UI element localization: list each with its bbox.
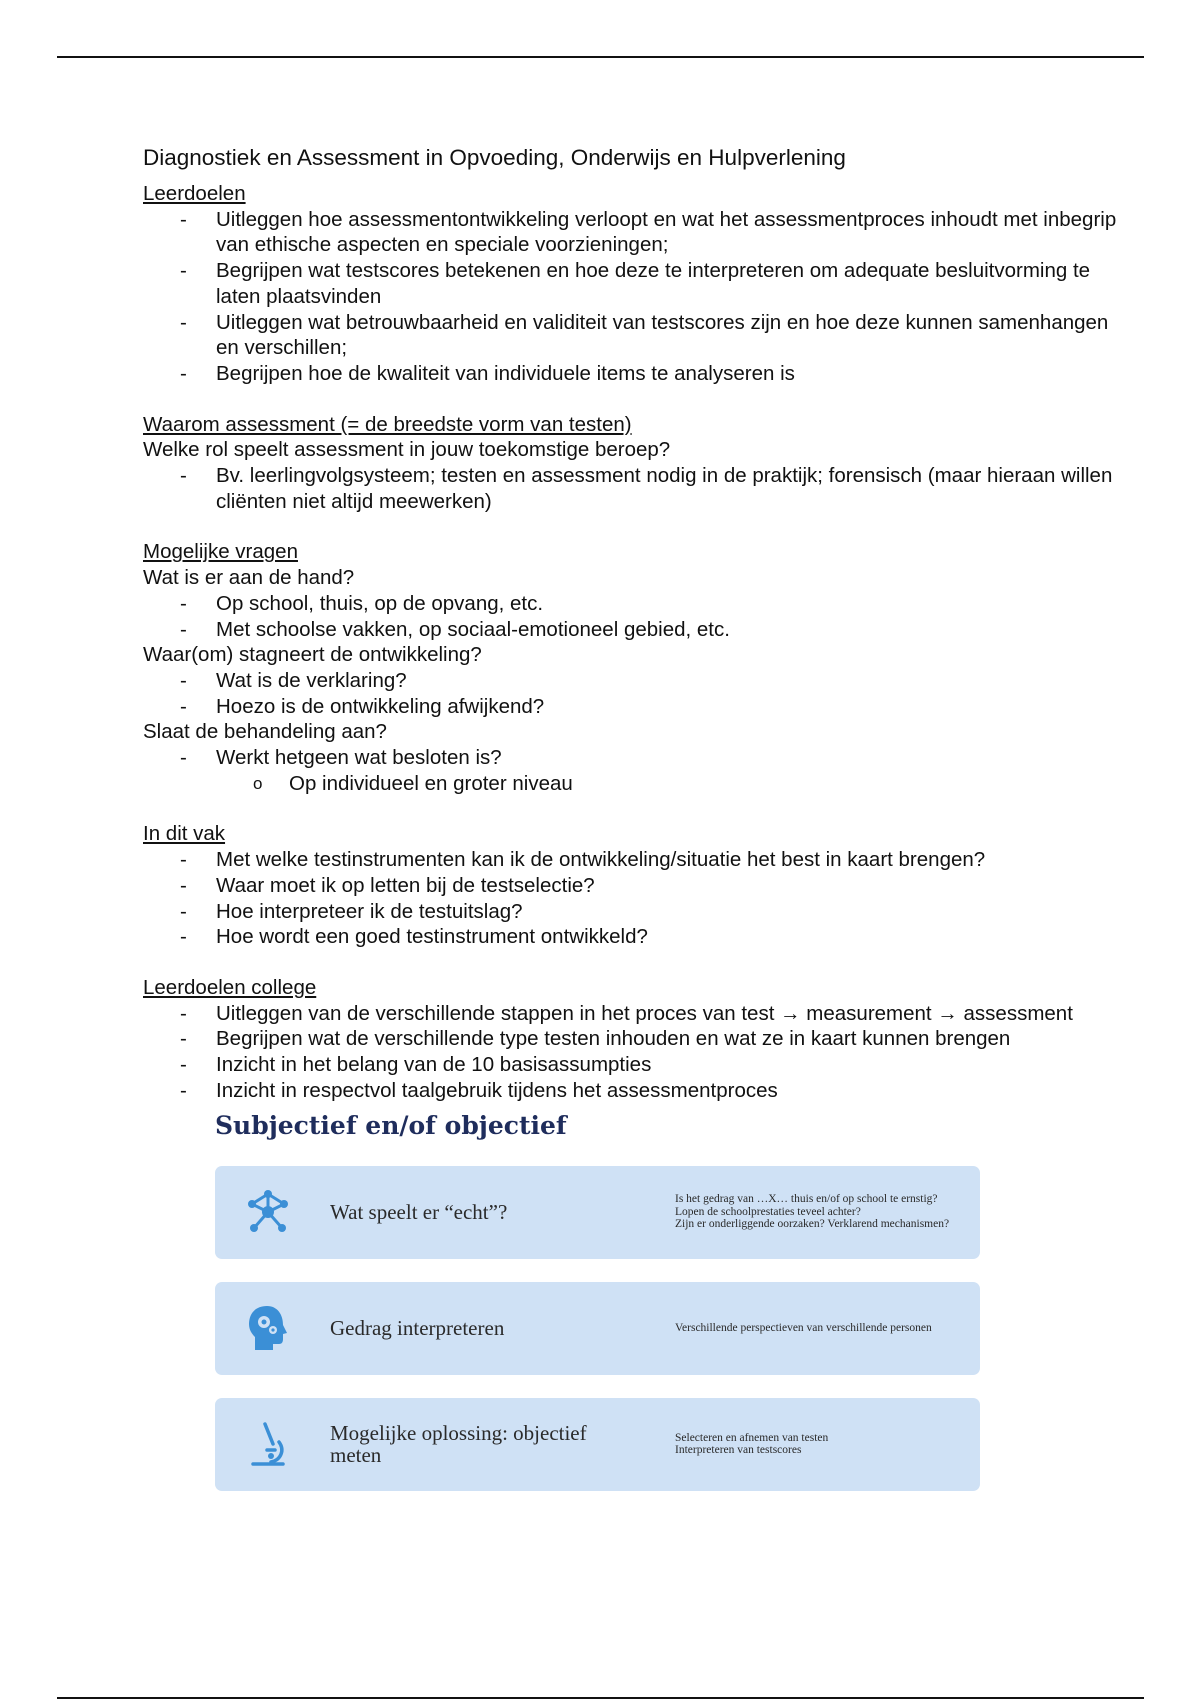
list-item: - Hoe interpreteer ik de testuitslag? — [216, 899, 1133, 925]
question-1: Wat is er aan de hand? — [143, 566, 355, 590]
slide-card — [215, 1166, 980, 1259]
description-line: Interpreteren van testscores — [675, 1444, 802, 1456]
slide-image — [215, 1108, 985, 1503]
slide-card-description — [675, 1398, 975, 1491]
list-item-text: Werkt hetgeen wat besloten is? — [216, 746, 502, 770]
college-list — [143, 1001, 1133, 1104]
heading-waarom: Waarom assessment (= de breedste vorm van testen) — [143, 412, 632, 436]
description-line: Selecteren en afnemen van testen — [675, 1431, 829, 1444]
list-item: - Bv. leerlingvolgsysteem; testen en assessment nodig in de praktijk; forensisch (maar hieraan willen cliënten niet altijd meewerken) — [216, 463, 1133, 514]
question-3-list — [143, 745, 1133, 796]
waarom-question: Welke rol speelt assessment in jouw toekomstige beroep? — [143, 438, 671, 462]
question-2: Waar(om) stagneert de ontwikkeling? — [143, 643, 482, 667]
list-item: - Uitleggen hoe assessmentontwikkeling verloopt en wat het assessmentproces inhoudt met inbegrip van ethische aspecten en speciale voorzieningen; — [216, 207, 1133, 258]
waarom-list — [143, 463, 1133, 514]
list-item: - Met schoolse vakken, op sociaal-emotioneel gebied, etc. — [216, 617, 1133, 643]
slide-card-description — [675, 1282, 975, 1375]
list-item: - Hoe wordt een goed testinstrument ontwikkeld? — [216, 924, 1133, 950]
list-item: - Begrijpen wat testscores betekenen en hoe deze te interpreteren om adequate besluitvorming te laten plaatsvinden — [216, 258, 1133, 309]
description-line: Zijn er onderliggende oorzaken? Verklarend mechanismen? — [675, 1218, 950, 1231]
list-item: - Waar moet ik op letten bij de testselectie? — [216, 873, 1133, 899]
slide-card — [215, 1282, 980, 1375]
heading-leerdoelen-college: Leerdoelen college — [143, 975, 317, 999]
microscope-icon — [245, 1420, 291, 1468]
description-line: Lopen de schoolprestaties teveel achter? — [675, 1205, 861, 1218]
slide-card-label: Mogelijke oplossing: objectief meten — [330, 1421, 587, 1467]
list-item — [216, 745, 1133, 796]
slide-card-description — [675, 1166, 975, 1259]
list-item: - Inzicht in respectvol taalgebruik tijdens het assessmentproces — [216, 1078, 1133, 1104]
head-gears-icon — [245, 1304, 291, 1352]
list-item: - Met welke testinstrumenten kan ik de ontwikkeling/situatie het best in kaart brengen? — [216, 847, 1133, 873]
heading-leerdoelen: Leerdoelen — [143, 182, 246, 205]
leerdoelen-list — [143, 207, 1133, 387]
question-3: Slaat de behandeling aan? — [143, 720, 387, 744]
top-rule — [57, 56, 1144, 58]
description-line: Is het gedrag van …X… thuis en/of op school te ernstig? — [675, 1193, 938, 1206]
sub-list-item: o Op individueel en groter niveau — [289, 771, 1133, 797]
question-2-list — [143, 668, 1133, 719]
sub-list — [216, 771, 1133, 797]
list-item: - Uitleggen van de verschillende stappen in het proces van test → measurement → assessment — [216, 1001, 1133, 1027]
list-item: - Op school, thuis, op de opvang, etc. — [216, 591, 1133, 617]
list-item: - Uitleggen wat betrouwbaarheid en validiteit van testscores zijn en hoe deze kunnen samenhangen en verschillen; — [216, 310, 1133, 361]
list-item: - Inzicht in het belang van de 10 basisassumpties — [216, 1052, 1133, 1078]
network-icon — [245, 1188, 291, 1236]
slide-title: Subjectief en/of objectief — [215, 1110, 567, 1140]
slide-card-label: Wat speelt er “echt”? — [330, 1200, 508, 1224]
list-item: - Begrijpen hoe de kwaliteit van individuele items te analyseren is — [216, 361, 1133, 387]
slide-card — [215, 1398, 980, 1491]
heading-vragen: Mogelijke vragen — [143, 540, 298, 564]
vak-list — [143, 847, 1133, 950]
list-item: - Begrijpen wat de verschillende type testen inhouden en wat ze in kaart kunnen brengen — [216, 1026, 1133, 1052]
question-1-list — [143, 591, 1133, 642]
slide-card-label: Gedrag interpreteren — [330, 1316, 505, 1340]
list-item: - Hoezo is de ontwikkeling afwijkend? — [216, 694, 1133, 720]
heading-in-dit-vak: In dit vak — [143, 822, 226, 846]
list-item: - Wat is de verklaring? — [216, 668, 1133, 694]
document-title: Diagnostiek en Assessment in Opvoeding, Onderwijs en Hulpverlening — [143, 145, 846, 170]
document-page — [143, 143, 1133, 1503]
description-line: Verschillende perspectieven van verschillende personen — [675, 1321, 932, 1334]
bottom-rule — [57, 1697, 1144, 1699]
